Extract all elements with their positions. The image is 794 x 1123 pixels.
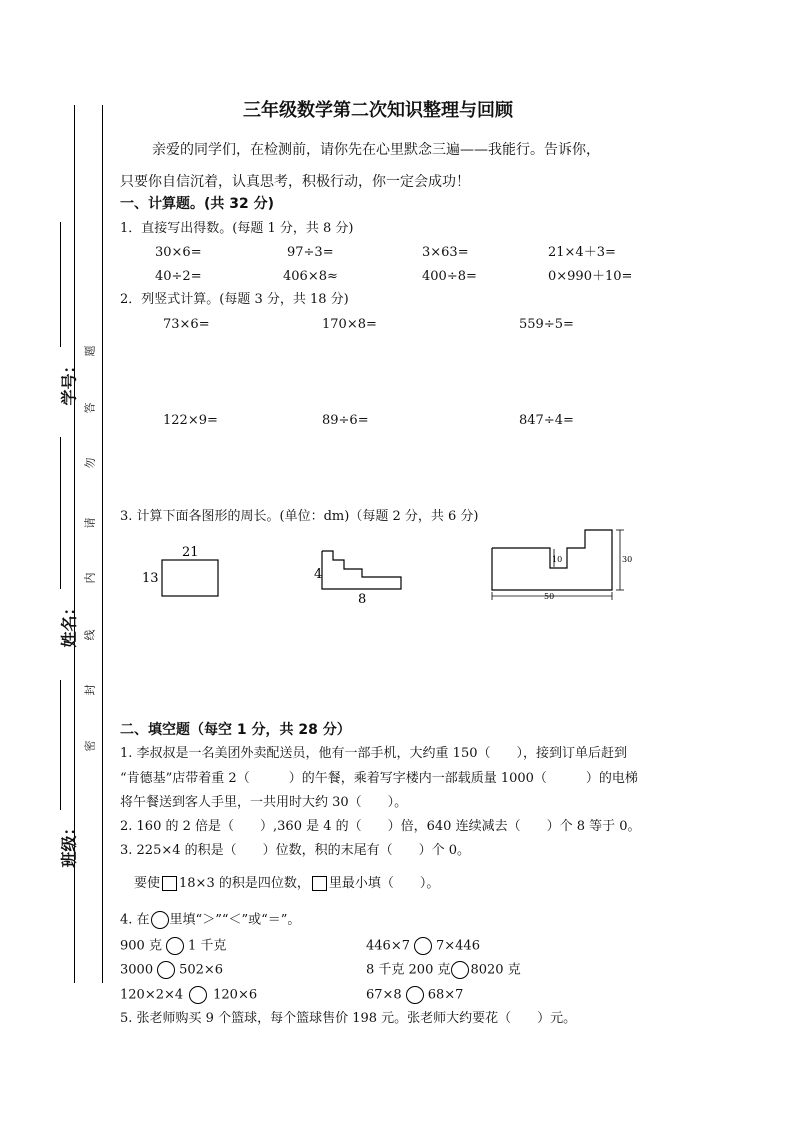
intro-line-1: 亲爱的同学们，在检测前，请你先在心里默念三遍——我能行。告诉你， [152,142,600,158]
q1-item: 0×990＋10= [548,269,633,284]
cmp-left: 120×2×4 [120,987,184,1003]
fig2-bottom-label: 8 [358,592,367,607]
cmp-left: 67×8 [366,987,402,1003]
class-line[interactable] [60,680,61,810]
s2-q3b [134,876,439,892]
cmp-right: 68×7 [427,987,464,1003]
cmp-right: 120×6 [213,987,258,1003]
blank-square[interactable] [312,876,327,891]
cmp-item [366,961,521,979]
q1-item: 97÷3= [287,245,334,260]
q2-item: 559÷5= [519,317,574,332]
s2-q4-b: 里填“＞”“＜”或“＝”。 [169,912,301,928]
blank-circle[interactable] [157,961,175,979]
section2-heading: 二、填空题（每空 1 分，共 28 分） [120,722,351,738]
seal-char: 答 [83,402,97,414]
cmp-left: 900 克 [120,938,162,954]
q2-label: 2．列竖式计算。(每题 3 分，共 18 分) [120,292,349,307]
q1-item: 30×6= [155,245,202,260]
s2-q3b-a: 要使 [134,876,161,891]
s2-q2: 2. 160 的 2 倍是（ ）,360 是 4 的（ ）倍，640 连续减去（ ）个 8 等于 0。 [120,819,641,834]
blank-circle[interactable] [406,986,424,1004]
s2-q1-line2: “肯德基”店带着重 2（ ）的午餐，乘着写字楼内一部载质量 1000（ ）的电梯 [120,771,638,786]
binding-inner-line [102,105,103,983]
class-label: 班级： [59,819,79,868]
fig1-top-label: 21 [182,545,199,560]
s2-q3b-c: 里最小填（ ）。 [328,876,440,891]
seal-char: 线 [83,629,97,641]
q1-item: 400÷8= [422,269,477,284]
blank-circle[interactable] [451,961,469,979]
cmp-right: 502×6 [179,962,224,978]
q1-item: 21×4＋3= [548,245,616,260]
page-title: 三年级数学第二次知识整理与回顾 [243,100,513,121]
q1-item: 406×8≈ [283,269,338,284]
blank-square[interactable] [162,876,177,891]
cmp-left: 8 千克 200 克 [366,962,451,978]
cmp-item [120,961,223,979]
figure-stairs [308,545,408,607]
cmp-left: 446×7 [366,938,410,954]
q2-item: 170×8= [322,317,377,332]
cmp-item [120,986,257,1004]
student-no-label: 学号： [59,357,79,406]
s2-q3: 3. 225×4 的积是（ ）位数，积的末尾有（ ）个 0。 [120,843,471,858]
q3-label: 3. 计算下面各图形的周长。(单位：dm)（每题 2 分，共 6 分) [120,509,479,524]
s2-q5: 5. 张老师购买 9 个篮球，每个篮球售价 198 元。张老师大约要花（ ）元。 [120,1011,577,1026]
seal-char: 勿 [83,457,97,469]
intro-line-2: 只要你自信沉着，认真思考，积极行动，你一定会成功！ [120,174,470,190]
cmp-left: 3000 [120,962,154,978]
q2-item: 73×6= [163,317,210,332]
figure-notched [488,522,638,602]
cmp-item [366,937,480,955]
fig3-inner-label: 10 [552,555,563,564]
fig2-left-label: 4 [314,567,323,582]
s2-q1-line1: 1. 李叔叔是一名美团外卖配送员，他有一部手机，大约重 150（ ），接到订单后赶到 [120,746,627,761]
s2-q4 [120,911,300,929]
cmp-item [366,986,463,1004]
seal-char: 请 [83,517,97,529]
fig3-right-label: 30 [622,555,633,564]
blank-circle[interactable] [151,911,169,929]
seal-char: 内 [83,572,97,584]
s2-q3b-b: 18×3 的积是四位数， [179,876,310,891]
section1-heading: 一、计算题。(共 32 分) [120,196,275,212]
q1-item: 3×63= [422,245,469,260]
cmp-right: 7×446 [435,938,480,954]
seal-char: 封 [83,684,97,696]
cmp-right: 8020 克 [470,962,521,978]
seal-char: 密 [83,740,97,752]
fig3-bottom-label: 50 [544,592,555,601]
q1-label: 1．直接写出得数。(每题 1 分，共 8 分) [120,221,354,236]
figure-rectangle [140,540,240,602]
blank-circle[interactable] [189,986,207,1004]
q2-item: 847÷4= [519,413,574,428]
s2-q4-a: 4. 在 [120,912,150,928]
student-no-line[interactable] [60,222,61,347]
s2-q1-line3: 将午餐送到客人手里，一共用时大约 30（ ）。 [120,795,408,810]
name-line[interactable] [60,437,61,589]
cmp-item [120,937,226,955]
fig1-left-label: 13 [142,571,159,586]
q1-item: 40÷2= [155,269,202,284]
blank-circle[interactable] [166,937,184,955]
q2-item: 89÷6= [322,413,369,428]
blank-circle[interactable] [414,937,432,955]
q2-item: 122×9= [163,413,218,428]
name-label: 姓名： [59,599,79,648]
cmp-right: 1 千克 [187,938,227,954]
seal-char: 题 [83,345,97,357]
